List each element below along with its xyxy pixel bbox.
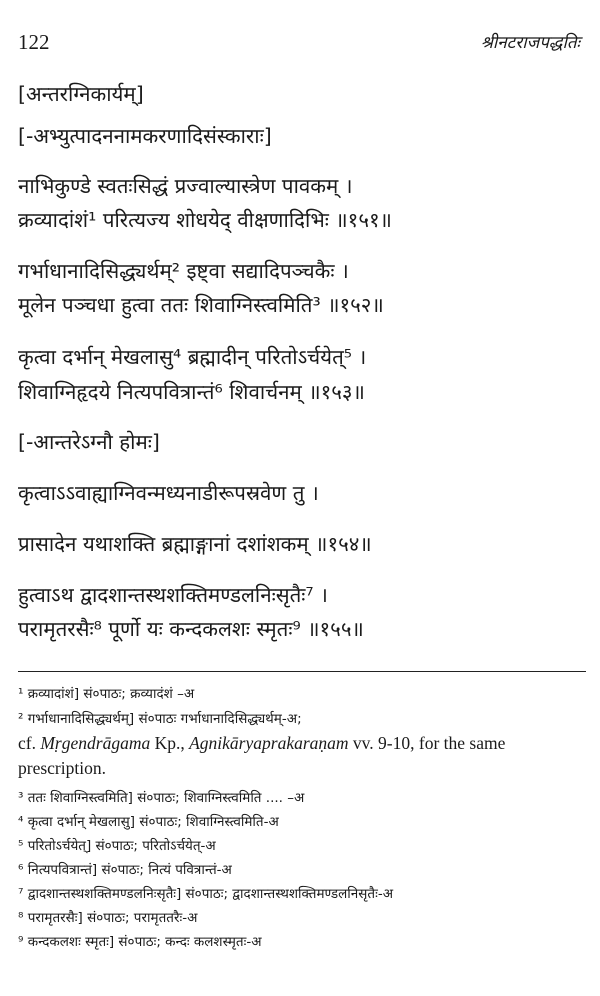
note-prefix: cf.	[18, 733, 41, 753]
footnote: ³ ततः शिवाग्निस्त्वमिति] सं०पाठः; शिवाग्निस्त्वमिति .... –अ	[18, 790, 305, 806]
verse-line: शिवाग्निहृदये नित्यपवित्रान्तं⁶ शिवार्चनम् ॥१५३॥	[18, 380, 365, 404]
footnote: ² गर्भाधानादिसिद्ध्यर्थम्] सं०पाठः गर्भाधानादिसिद्ध्यर्थम्-अ;	[18, 711, 302, 727]
subsection-heading: [-अभ्युत्पादननामकरणादिसंस्काराः]	[18, 124, 272, 148]
page-header	[18, 30, 580, 60]
verse-line: गर्भाधानादिसिद्ध्यर्थम्² इष्ट्वा सद्यादिपञ्चकैः ।	[18, 259, 349, 283]
footnote-note	[18, 731, 584, 781]
note-section-title: Agnikāryaprakaraṇam	[189, 733, 349, 753]
verse-line: परामृतरसैः⁸ पूर्णो यः कन्दकलशः स्मृतः⁹ ॥१५५॥	[18, 617, 364, 641]
verse-line: कृत्वाऽऽवाह्याग्निवन्मध्यनाडीरूपस्रवेण तु ।	[18, 481, 319, 505]
footnote-divider	[18, 671, 586, 672]
footnote: ⁷ द्वादशान्तस्थशक्तिमण्डलनिःसृतैः] सं०पाठः; द्वादशान्तस्थशक्तिमण्डलनिसृतैः-अ	[18, 886, 394, 902]
note-source-title: Mṛgendrāgama	[40, 733, 151, 753]
section-heading: [अन्तरग्निकार्यम्]	[18, 82, 144, 106]
footnote: ⁸ परामृतरसैः] सं०पाठः; परामृततरैः-अ	[18, 910, 198, 926]
footnote: ⁴ कृत्वा दर्भान् मेखलासु] सं०पाठः; शिवाग्निस्त्वमिति-अ	[18, 814, 279, 830]
note-mid: Kp.,	[150, 733, 190, 753]
footnote: ⁵ परितोऽर्चयेत्] सं०पाठः; परितोऽर्चयेत्-अ	[18, 838, 216, 854]
note-suffix: vv. 9-10, for the same prescription.	[18, 733, 506, 778]
page-number: 122	[18, 30, 50, 54]
footnote: ⁶ नित्यपवित्रान्तं] सं०पाठः; नित्यं पवित्रान्तं-अ	[18, 862, 232, 878]
footnote: ¹ क्रव्यादांशं] सं०पाठः; क्रव्यादंशं –अ	[18, 686, 195, 702]
verse-line: नाभिकुण्डे स्वतःसिद्धं प्रज्वाल्यास्त्रेण पावकम् ।	[18, 174, 353, 198]
verse-line: प्रासादेन यथाशक्ति ब्रह्माङ्गानां दशांशकम् ॥१५४॥	[18, 532, 372, 556]
verse-line: हुत्वाऽथ द्वादशान्तस्थशक्तिमण्डलनिःसृतैः⁷ ।	[18, 583, 328, 607]
verse-line: क्रव्यादांशं¹ परित्यज्य शोधयेद् वीक्षणादिभिः ॥१५१॥	[18, 208, 392, 232]
footnote: ⁹ कन्दकलशः स्मृतः] सं०पाठः; कन्दः कलशस्मृतः-अ	[18, 934, 262, 950]
running-title: श्रीनटराजपद्धतिः	[480, 33, 580, 53]
subsection-heading: [-आन्तरेऽग्नौ होमः]	[18, 430, 160, 454]
verse-line: कृत्वा दर्भान् मेखलासु⁴ ब्रह्मादीन् परितोऽर्चयेत्⁵ ।	[18, 345, 367, 369]
verse-line: मूलेन पञ्चधा हुत्वा ततः शिवाग्निस्त्वमिति³ ॥१५२॥	[18, 293, 384, 317]
